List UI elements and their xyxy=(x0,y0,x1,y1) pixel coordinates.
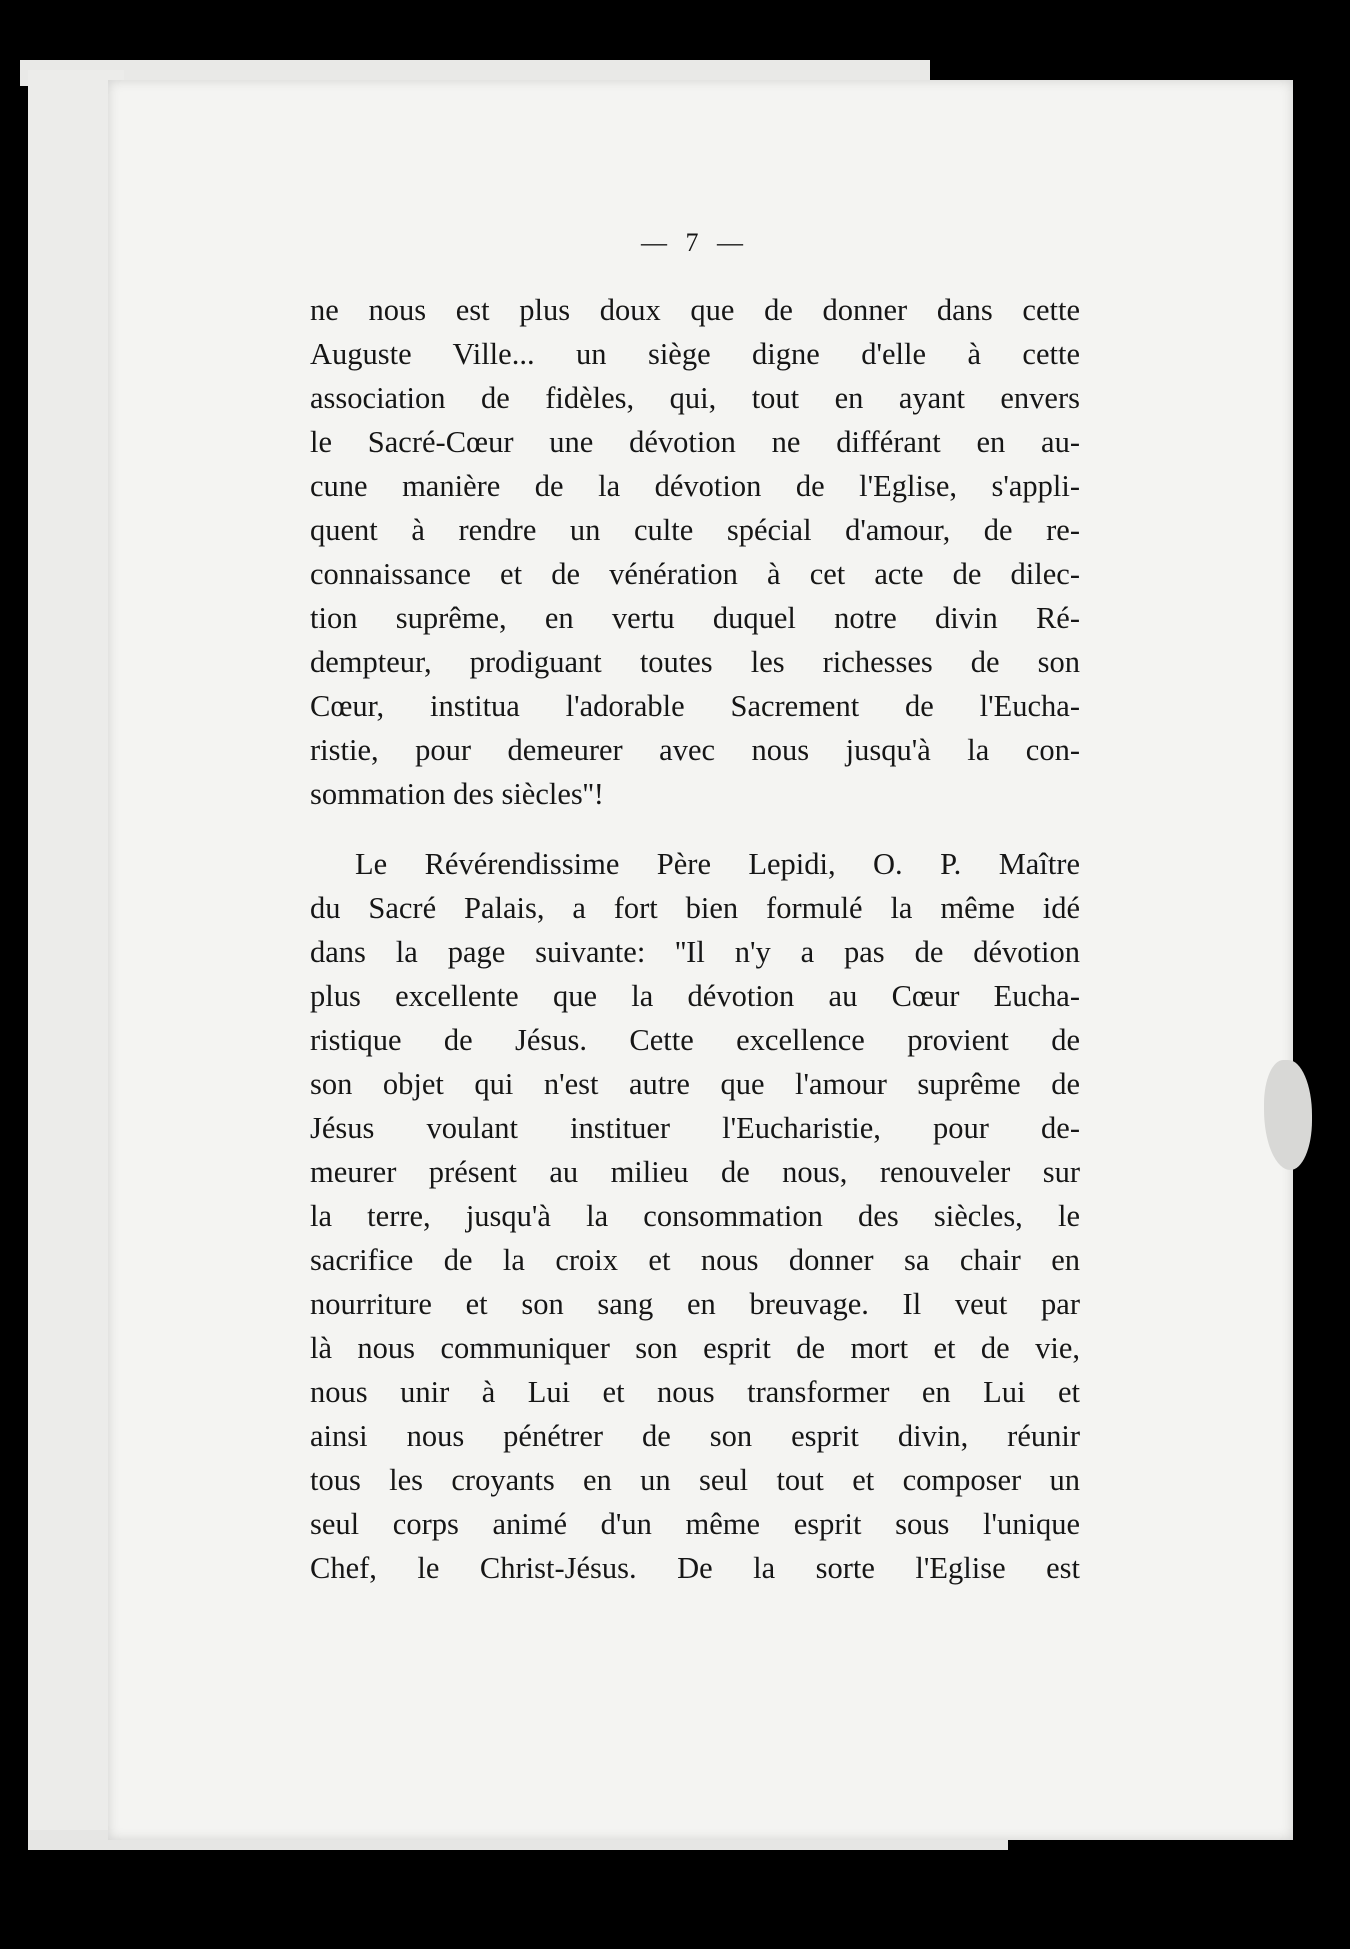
text-line: Jésus voulant instituer l'Eucharistie, pour de- xyxy=(310,1111,1080,1145)
text-line: cune manière de la dévotion de l'Eglise, s'appli- xyxy=(310,469,1080,503)
text-line: ainsi nous pénétrer de son esprit divin, réunir xyxy=(310,1419,1080,1453)
text-line: nourriture et son sang en breuvage. Il veut par xyxy=(310,1287,1080,1321)
text-line: Chef, le Christ-Jésus. De la sorte l'Eglise est xyxy=(310,1551,1080,1585)
text-line: là nous communiquer son esprit de mort et de vie, xyxy=(310,1331,1080,1365)
text-line: dempteur, prodiguant toutes les richesses de son xyxy=(310,645,1080,679)
text-line: tous les croyants en un seul tout et composer un xyxy=(310,1463,1080,1497)
paragraph-2 xyxy=(310,842,1080,1590)
page-number: — 7 — xyxy=(641,228,749,257)
text-line: le Sacré-Cœur une dévotion ne différant en au- xyxy=(310,425,1080,459)
text-line: dans la page suivante: ''Il n'y a pas de dévotion xyxy=(310,935,1080,969)
text-line: seul corps animé d'un même esprit sous l'unique xyxy=(310,1507,1080,1541)
text-line: Le Révérendissime Père Lepidi, O. P. Maître xyxy=(355,847,1080,881)
text-line: Auguste Ville... un siège digne d'elle à cette xyxy=(310,337,1080,371)
text-line: la terre, jusqu'à la consommation des siècles, le xyxy=(310,1199,1080,1233)
text-line: association de fidèles, qui, tout en ayant envers xyxy=(310,381,1080,415)
text-line: du Sacré Palais, a fort bien formulé la même idé xyxy=(310,891,1080,925)
text-line: tion suprême, en vertu duquel notre divin Ré- xyxy=(310,601,1080,635)
text-line: quent à rendre un culte spécial d'amour, de re- xyxy=(310,513,1080,547)
page-text xyxy=(310,228,1080,1590)
text-line: ne nous est plus doux que de donner dans cette xyxy=(310,293,1080,327)
text-line: sacrifice de la croix et nous donner sa chair en xyxy=(310,1243,1080,1277)
text-line: son objet qui n'est autre que l'amour suprême de xyxy=(310,1067,1080,1101)
text-line: nous unir à Lui et nous transformer en Lui et xyxy=(310,1375,1080,1409)
text-line: Cœur, institua l'adorable Sacrement de l'Eucha- xyxy=(310,689,1080,723)
text-line: plus excellente que la dévotion au Cœur Eucha- xyxy=(310,979,1080,1013)
paragraph-1 xyxy=(310,288,1080,816)
text-line: connaissance et de vénération à cet acte de dilec- xyxy=(310,557,1080,591)
text-line: ristique de Jésus. Cette excellence provient de xyxy=(310,1023,1080,1057)
text-line: sommation des siècles''! xyxy=(310,777,604,811)
text-line: meurer présent au milieu de nous, renouveler sur xyxy=(310,1155,1080,1189)
text-line: ristie, pour demeurer avec nous jusqu'à la con- xyxy=(310,733,1080,767)
